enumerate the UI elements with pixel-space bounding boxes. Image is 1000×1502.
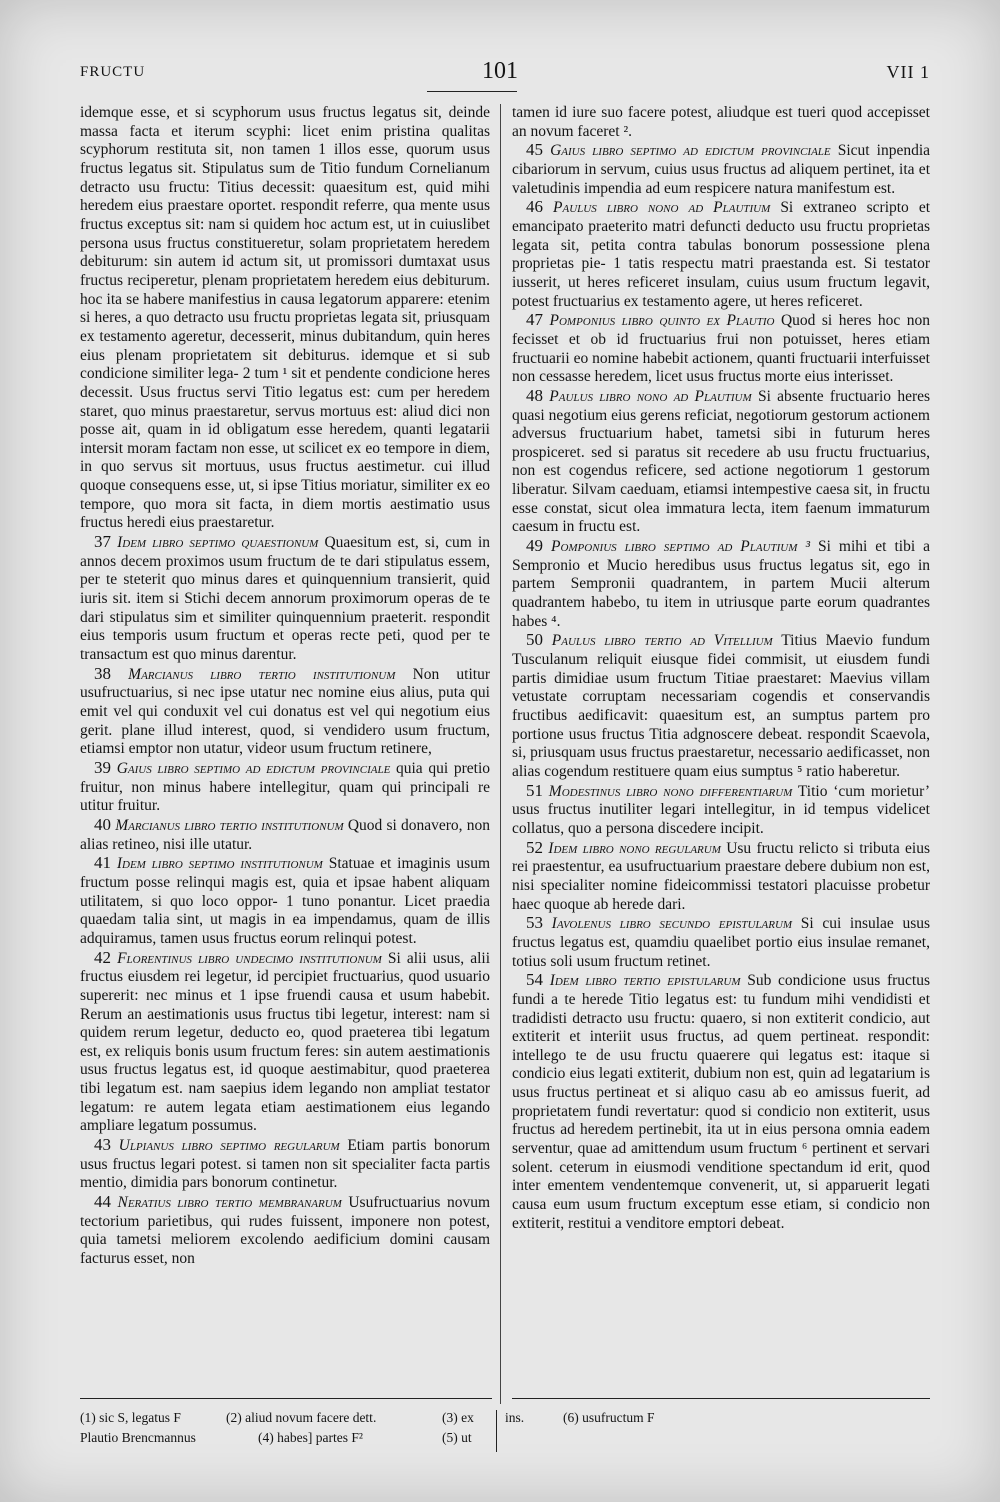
footnote-divider <box>496 1410 497 1452</box>
lex-inscription: Paulus libro tertio ad Vitellium <box>551 632 773 650</box>
lex-text: Non utitur usufructuarius, si nec ipse utatur nec nomine eius alius, puta qui emit vel qui conduxit vel cui donatus est vel qui negotium eius gerit. plane illud interest, quod, si vendidero usum fructum, etiamsi emptor non utatur, videor usum fructum retinere, <box>80 665 491 758</box>
lex-inscription: Pomponius libro septimo ad Plautium ³ <box>550 538 811 556</box>
lex-inscription: Idem libro septimo institutionum <box>116 855 323 873</box>
lex-number: 38 <box>94 663 111 683</box>
footnote-6: (6) usufructum F <box>563 1410 655 1425</box>
lex-paragraph <box>512 971 930 1233</box>
lex-text: Si alii usus, alii fructus eiusdem rei legetur, id percipiet fructuarius, quod usuario supererit: nec minus et 1 ipse fruendi causa et usum habebit. Rerum an aestimationis usus fructus tibi legetur, interest: nam si quidem rerum legetur, deducto eo, quod praeterea tibi legatum est, ex reliquis bonis usum fructum feres: sin autem aestimationis usus fructus legatus est, id quoque aestimabitur, quod praeterea tibi legatum est. nam saepius idem legando non ampliat testator legatum: re autem legata etiam aestimationem eius legando ampliare legatum possumus. <box>80 949 491 1135</box>
right-column <box>512 104 930 1233</box>
lex-text: Titio ‘cum morietur’ usus fructus inutiliter legari intellegitur, in id tempus videlicet collatus, quo a persona discedere incipit. <box>512 782 930 837</box>
lex-inscription: Florentinus libro undecimo institutionum <box>117 949 382 967</box>
lex-paragraph <box>80 759 490 816</box>
lex-inscription: Paulus libro nono ad Plautium <box>549 387 752 405</box>
lex-paragraph <box>512 387 930 537</box>
lex-inscription: Pomponius libro quinto ex Plautio <box>549 312 775 330</box>
footnote-5: (5) ut <box>442 1430 472 1445</box>
lex-number: 37 <box>94 532 111 552</box>
lex-inscription: Idem libro nono regularum <box>548 839 721 857</box>
lex-paragraph <box>512 782 930 839</box>
footnotes-left <box>80 1408 492 1448</box>
footnote-2: (2) aliud novum facere dett. <box>226 1410 377 1425</box>
lex-text: Sub condicione usus fructus fundi a te herede Titio legatus est: tu fundum mihi vendidisti et tradidisti detracto usu fructu: quaero, si non extiterit condicio, aut extiterit et interiit usus fructus, ad quem pertineat. respondit: intellego te de usu fructu quaerere qui legatus est: itaque si condicio eius legati extiterit, dubium non est, quin ad legatarium is usus fructus pertineat et si aliquo casu ab eo amissus fuerit, ad proprietatem fundi revertatur: quod si condicio non extiterit, usus fructus ad heredem pertinebit, ita ut in eius persona omnia eadem serventur, quae ad amittendum usum fructum ⁶ pertinent et servari solent. ceterum in eiusmodi venditione spectandum id erit, quod inter ementem vendentemque convenerit, ut, si apparuerit legati causa eum usum fructum exceptum esse etiam, si condicio non extiterit, restitui a venditore emptori debeat. <box>512 972 930 1232</box>
lex-text: Si extraneo scripto et emancipato praeterito matri defuncti deducto usu fructu proprietas legata sit, petita contra tabulas bonorum possessione plena proprietas pie- 1 tatis respectu matri praestanda est. Si testator iusserit, ut heres reficeret insulam, cuius usum fructum legavit, potest fructuarius ex testamento agere, ut heres reficeret. <box>512 199 931 310</box>
lex-number: 51 <box>526 780 543 800</box>
lex-paragraph <box>512 198 930 311</box>
lex-inscription: Neratius libro tertio membranarum <box>117 1194 342 1212</box>
lex-text: Sicut inpendia cibariorum in servum, cuius usus fructus ad aliquem pertinet, ita et valetudinis impendia ad eum respicere natura manifestum est. <box>512 142 931 197</box>
continued-paragraph: tamen id iure suo facere potest, aliudque est tueri quod accepisset an novum faceret ². <box>512 104 930 140</box>
lex-text: Usufructuarius novum tectorium parietibus, qui rudes fuissent, imponere non potest, quia tametsi meliorem excolendo aedificium domini causam facturus esset, non <box>80 1194 491 1268</box>
header-rule <box>427 91 517 92</box>
page-number: 101 <box>482 58 518 84</box>
lex-number: 46 <box>526 197 543 217</box>
lex-inscription: Marcianus libro tertio institutionum <box>115 816 344 834</box>
lex-inscription: Gaius libro septimo ad edictum provinciale <box>550 142 831 160</box>
lex-number: 47 <box>526 310 543 330</box>
lex-paragraph <box>512 537 930 631</box>
lex-number: 45 <box>526 140 543 160</box>
lex-text: Statuae et imaginis usum fructum posse relinqui magis est, quia et ipsae habent aliquam utilitatem, si quo loco oppor- 1 tuno ponantur. Licet praedia quaedam talia sint, ut magis in ea impendamus, quam de illis adquiramus, tamen usus fructus eorum relinqui potest. <box>80 855 491 947</box>
column-divider <box>500 104 501 1404</box>
lex-paragraph <box>80 854 490 948</box>
lex-inscription: Modestinus libro nono differentiarum <box>548 782 793 800</box>
lex-number: 41 <box>94 853 111 873</box>
lex-number: 44 <box>94 1192 111 1212</box>
lex-number: 40 <box>94 814 111 834</box>
lex-number: 48 <box>526 385 543 405</box>
lex-text: Usu fructu relicto si tributa eius rei praestentur, ea usufructuarium praestare debere dubium non est, nisi specialiter nomine fideicommissi testatori placuisse probetur haec quoque ab herede dari. <box>512 839 931 913</box>
footnote-rule-left <box>80 1398 492 1399</box>
lex-number: 53 <box>526 913 543 933</box>
lex-number: 50 <box>526 630 543 650</box>
footnote-3: (3) ex <box>442 1410 474 1425</box>
lex-text: Quaesitum est, si, cum in annos decem proximos usum fructum de te dari stipulatus essem, per te steterit quo minus dares et quinquennium transierit, quid iuris sit. item si Stichi decem annorum proximorum operas de te dari stipulatus sim et similiter quinquennium praeterit. respondit eius temporis usum fructum et operas recte peti, quod per te transactum est quo minus darentur. <box>80 534 491 664</box>
lex-paragraph <box>80 1193 490 1269</box>
lex-inscription: Iavolenus libro secundo epistularum <box>551 915 793 933</box>
lex-text: Quod si donavero, non alias retineo, nisi ille utatur. <box>80 816 491 853</box>
left-column <box>80 104 490 1269</box>
footnotes-right <box>505 1408 930 1428</box>
lex-inscription: Marcianus libro tertio institutionum <box>128 665 396 683</box>
lex-paragraph <box>512 141 930 198</box>
lex-number: 54 <box>526 970 543 990</box>
lex-inscription: Paulus libro nono ad Plautium <box>553 199 771 217</box>
lex-text: quia qui pretio fruitur, non minus habere intellegitur, quam qui principali re utitur fruitur. <box>80 759 491 815</box>
lex-text: Quod si heres hoc non fecisset et ob id fructuarius frui non potuisset, heres etiam fructuarii eo nomine habebit actionem, quanti fructuarii interfuisset non cessasse heredem, licet usus fructus morte eius interisset. <box>512 312 931 386</box>
lex-paragraph <box>80 816 490 854</box>
lex-number: 42 <box>94 947 111 967</box>
header-book-title: VII 1 <box>886 62 930 82</box>
lex-inscription: Idem libro tertio epistularum <box>549 972 741 990</box>
lex-text: Si absente fructuario heres quasi negotium eius gerens reficiat, negotiorum gestorum actionem adversus fructuarium habet, tametsi sibi in futurum heres prospiceret. sed si paratus sit recedere ab usu fructu fructuarius, non est cogendus reficere, sed actione negotiorum 1 gestorum liberatur. Silvam caeduam, etiamsi intempestive caesa sit, in fructu esse constat, sicut olea immatura lecta, item faenum immaturum caesum in fructu est. <box>512 387 931 536</box>
footnote-4: (4) habes] partes F² <box>258 1430 363 1445</box>
continued-paragraph: idemque esse, et si scyphorum usus fructus legatus sit, deinde massa facta et iterum scyphi: licet enim pristina qualitas scyphorum restituta sit, non tamen 1 illos esse, quorum usus fructus legatus sit. Stipulatus sum de Titio fundum Cornelianum detracto usu fructu: Titius decessit: quaesitum est, quid mihi heredem eius praestare oportet. respondit referre, qua mente usus fructus exceptus sit: nam si quidem hoc actum est, ut in cuiuslibet persona usus fructus constitueretur, solam proprietatem heredem debiturum: sin autem id actum sit, ut promissori dumtaxat usus fructus reciperetur, plenam proprietatem heredem eius debiturum. hoc ita se habere manifestius in causa legatorum apparere: etenim si heres, a quo detracto usu fructu proprietas legata sit, priusquam ex testamento ageretur, decesserit, minus dubitandum, quin heres eius plenam proprietatem sit debiturus. idemque et si sub condicione similiter lega- 2 tum ¹ sit et pendente condicione heres decessit. Usus fructus servi Titio legatus est: cum per heredem staret, quo minus praestaretur, servus mortuus est: aliud dici non posse ait, quam in id obligatum esse heredem, quanti legatarii intersit moram factam non esse, ut scilicet ex eo tempore in diem, in quo servus sit mortuus, usus fructus aestimetur. cui illud quoque consequens esse, ut, si ipse Titius moriatur, similiter ex eo tempore, quo mora sit facta, in diem mortis aestimatio usus fructus heredi eius praestaretur. <box>80 104 490 532</box>
lex-text: Si mihi et tibi a Sempronio et Mucio heredibus usus fructus legatus sit, ego in partem Sempronii quadrantem, in partem Mucii alterum quadrantem habebo, tu item in utriusque parte eorum quadrantes habes ⁴. <box>512 538 931 630</box>
lex-paragraph <box>80 533 490 665</box>
header-title: FRUCTU <box>80 64 146 80</box>
footnote-3-cont: Plautio Brencmannus <box>80 1430 196 1445</box>
lex-inscription: Gaius libro septimo ad edictum provinciale <box>116 759 391 777</box>
lex-number: 43 <box>94 1135 111 1155</box>
lex-paragraph <box>512 839 930 915</box>
lex-number: 39 <box>94 757 111 777</box>
lex-inscription: Ulpianus libro septimo regularum <box>118 1137 340 1155</box>
lex-text: Etiam partis bonorum usus fructus legari potest. si tamen non sit specialiter facta partis mentio, dimidia pars bonorum continetur. <box>80 1137 491 1192</box>
lex-paragraph <box>512 914 930 971</box>
footnote-5-cont: ins. <box>505 1410 525 1425</box>
lex-paragraph <box>80 665 490 759</box>
lex-number: 49 <box>526 536 543 556</box>
lex-paragraph <box>80 949 490 1137</box>
lex-text: Titius Maevio fundum Tusculanum reliquit eiusque fidei commisit, ut eiusdem fundi partis dimidiae usum fructum Titiae praestaret: Maevius villam vetustate corruptam necessariam cogendis et conservandis fructibus aedificavit: quaesitum est, an sumptus partem pro portione usus fructus Titia adgnoscere debeat. respondit Scaevola, si, priusquam usus fructus praestaretur, necessario aedificasset, non alias cogendum restituere quam eius sumptus ⁵ ratio haberetur. <box>512 632 930 780</box>
lex-paragraph <box>512 631 930 781</box>
footnote-rule-right <box>512 1398 930 1399</box>
running-header <box>80 58 930 92</box>
lex-text: Si cui insulae usus fructus legatus est, quamdiu quaelibet portio eius insulae remanet, totius soli usum fructum retinet. <box>512 915 931 970</box>
lex-number: 52 <box>526 837 543 857</box>
lex-inscription: Idem libro septimo quaestionum <box>117 534 319 552</box>
footnote-1: (1) sic S, legatus F <box>80 1410 181 1425</box>
lex-paragraph <box>80 1136 490 1193</box>
lex-paragraph <box>512 311 930 387</box>
